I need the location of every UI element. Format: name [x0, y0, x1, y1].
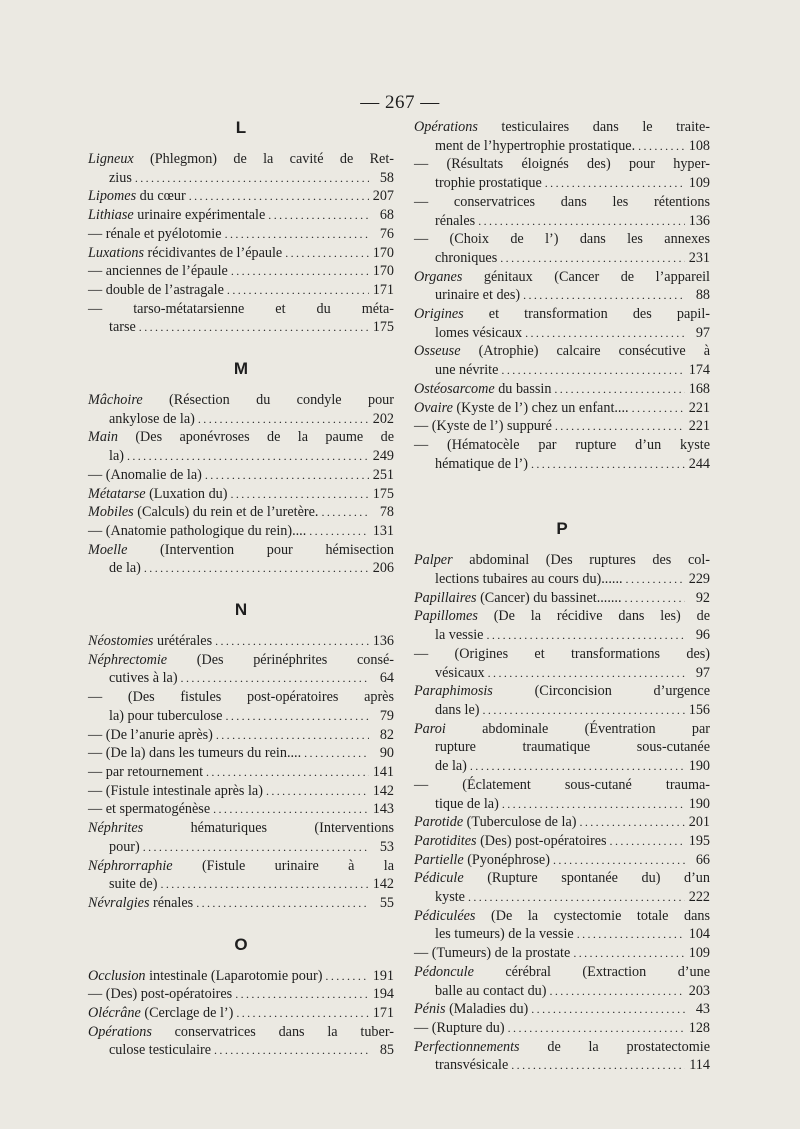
index-entry-line: rénales ..... 136 — [414, 212, 710, 231]
index-entry — [414, 832, 710, 851]
leader-dots — [625, 589, 685, 608]
index-entry — [414, 155, 710, 192]
index-entry-line: Opérations conservatrices dans la tuber- — [88, 1023, 394, 1040]
leader-dots — [215, 632, 369, 651]
index-entry — [414, 682, 710, 719]
page-ref: 222 — [688, 889, 710, 906]
index-entry-line: Papillaires (Cancer) du bassinet....... ..... 92 — [414, 589, 710, 608]
page-ref: 251 — [372, 466, 394, 483]
index-entry — [414, 944, 710, 963]
page-ref: 85 — [379, 1042, 394, 1059]
page-ref: 143 — [372, 801, 394, 818]
index-entry-line: transvésicale ..... 114 — [414, 1056, 710, 1075]
leader-dots — [304, 744, 369, 763]
leader-dots — [555, 417, 685, 436]
index-entry-line: — double de l’astragale ..... 171 — [88, 281, 394, 300]
index-entry-line: — (Hématocèle par rupture d’un kyste — [414, 436, 710, 453]
index-entry-line: Pénis (Maladies du) ..... 43 — [414, 1000, 710, 1019]
leader-dots — [225, 225, 369, 244]
index-entry-line: balle au contact du) ..... 203 — [414, 982, 710, 1001]
page-ref: 88 — [695, 287, 710, 304]
index-entry-line: — (Tumeurs) de la prostate ..... 109 — [414, 944, 710, 963]
index-entry — [88, 744, 394, 763]
page-ref: 78 — [379, 504, 394, 521]
page-ref: 201 — [688, 814, 710, 831]
index-entry — [414, 230, 710, 267]
index-entry-line: la) ..... 249 — [88, 447, 394, 466]
index-section — [414, 519, 710, 1075]
index-entry-line: — (Choix de l’) dans les annexes — [414, 231, 710, 248]
index-entry — [414, 645, 710, 682]
index-entry-line: hématique de l’) ..... 244 — [414, 455, 710, 474]
leader-dots — [470, 757, 685, 776]
index-entry-line: Névralgies rénales ..... 55 — [88, 894, 394, 913]
index-entry-line: ment de l’hypertrophie prostatique. ..... 108 — [414, 137, 710, 156]
leader-dots — [632, 399, 685, 418]
page-ref: 190 — [688, 758, 710, 775]
index-entry-line: Mobiles (Calculs) du rein et de l’uretère. ..... 78 — [88, 503, 394, 522]
page-ref: 195 — [688, 832, 710, 849]
leader-dots — [501, 361, 685, 380]
index-entry-line: trophie prostatique ..... 109 — [414, 174, 710, 193]
index-entry-line: culose testiculaire ..... 85 — [88, 1041, 394, 1060]
index-entry — [414, 1038, 710, 1075]
index-entry — [88, 819, 394, 856]
leader-dots — [213, 800, 369, 819]
index-entry-line: — (De la) dans les tumeurs du rein.... ..... 90 — [88, 744, 394, 763]
index-section — [88, 935, 394, 1061]
index-entry-line: vésicaux ..... 97 — [414, 664, 710, 683]
index-entry — [88, 281, 394, 300]
page-ref: 108 — [688, 137, 710, 154]
index-entry — [414, 380, 710, 399]
leader-dots — [309, 522, 369, 541]
page-ref: 109 — [688, 175, 710, 192]
leader-dots — [160, 875, 369, 894]
leader-dots — [321, 503, 369, 522]
index-entry — [88, 150, 394, 187]
index-entry — [88, 522, 394, 541]
leader-dots — [531, 1000, 685, 1019]
leader-dots — [626, 570, 685, 589]
leader-dots — [545, 174, 685, 193]
index-section — [414, 118, 710, 473]
page-ref: 170 — [372, 244, 394, 261]
index-entry — [88, 206, 394, 225]
index-entry — [88, 466, 394, 485]
index-entry-line: — conservatrices dans les rétentions — [414, 193, 710, 210]
page-ref: 136 — [372, 633, 394, 650]
index-entry — [414, 551, 710, 588]
index-entry-line: Osseuse (Atrophie) calcaire consécutive à — [414, 343, 710, 360]
page-ref: 202 — [372, 410, 394, 427]
index-entry-line: tarse ..... 175 — [88, 318, 394, 337]
index-entry — [88, 485, 394, 504]
page-ref: 171 — [372, 281, 394, 298]
page-ref: 206 — [372, 560, 394, 577]
index-entry — [414, 963, 710, 1000]
leader-dots — [285, 244, 369, 263]
leader-dots — [181, 669, 369, 688]
index-entry-line: de la) ..... 190 — [414, 757, 710, 776]
index-entry-line: cutives à la) ..... 64 — [88, 669, 394, 688]
index-entry-line: suite de) ..... 142 — [88, 875, 394, 894]
index-entry-line: rupture traumatique sous-cutanée — [435, 739, 710, 756]
page-ref: 96 — [695, 627, 710, 644]
page-ref: 64 — [379, 670, 394, 687]
page-ref: 175 — [372, 485, 394, 502]
section-letter: O — [234, 934, 248, 954]
index-entry-line: Pédiculées (De la cystectomie totale dans — [414, 907, 710, 924]
page-ref: 131 — [372, 522, 394, 539]
index-entry — [414, 193, 710, 230]
index-entry-line: — (Des fistules post-opératoires après — [88, 689, 394, 706]
index-entry-line: — (Fistule intestinale après la) ..... 142 — [88, 782, 394, 801]
index-entry-line: ankylose de la) ..... 202 — [88, 410, 394, 429]
page-ref: 221 — [688, 418, 710, 435]
leader-dots — [508, 1019, 685, 1038]
index-entry-line: de la) ..... 206 — [88, 559, 394, 578]
index-entry-line: Ligneux (Phlegmon) de la cavité de Ret- — [88, 151, 394, 167]
index-entry — [88, 541, 394, 578]
index-entry — [414, 813, 710, 832]
leader-dots — [325, 967, 369, 986]
index-entry-line: — tarso-métatarsienne et du méta- — [88, 300, 394, 317]
index-entry-line: Partielle (Pyonéphrose) ..... 66 — [414, 851, 710, 870]
index-entry — [88, 651, 394, 688]
index-entry — [88, 726, 394, 745]
page-ref: 128 — [688, 1019, 710, 1036]
leader-dots — [143, 838, 369, 857]
leader-dots — [511, 1056, 685, 1075]
leader-dots — [523, 286, 685, 305]
index-entry — [88, 967, 394, 986]
page-ref: 53 — [379, 838, 394, 855]
index-entry — [88, 688, 394, 725]
index-entry-line: Opérations testiculaires dans le traite- — [414, 119, 710, 135]
page-ref: 203 — [688, 982, 710, 999]
index-entry-line: Parotidites (Des) post-opératoires ..... 195 — [414, 832, 710, 851]
section-letter: P — [556, 519, 568, 539]
index-entry-line: une névrite ..... 174 — [414, 361, 710, 380]
index-entry — [414, 1019, 710, 1038]
leader-dots — [144, 559, 369, 578]
index-entry-line: Pédoncule cérébral (Extraction d’une — [414, 963, 710, 980]
page-ref: 58 — [379, 169, 394, 186]
page-ref: 43 — [695, 1001, 710, 1018]
index-entry — [88, 1004, 394, 1023]
page-ref: 114 — [689, 1057, 710, 1074]
index-entry-line: — (Rupture du) ..... 128 — [414, 1019, 710, 1038]
index-entry — [88, 262, 394, 281]
index-entry-line: — (Kyste de l’) suppuré ..... 221 — [414, 417, 710, 436]
index-section — [88, 600, 394, 913]
leader-dots — [189, 187, 369, 206]
leader-dots — [206, 763, 369, 782]
leader-dots — [205, 466, 369, 485]
index-entry — [414, 589, 710, 608]
index-entry-line: — par retournement ..... 141 — [88, 763, 394, 782]
index-entry-line: Néphrorraphie (Fistule urinaire à la — [88, 857, 394, 874]
leader-dots — [268, 206, 369, 225]
index-entry-line: Parotide (Tuberculose de la) ..... 201 — [414, 813, 710, 832]
leader-dots — [610, 832, 685, 851]
index-entry-line: — (De l’anurie après) ..... 82 — [88, 726, 394, 745]
leader-dots — [214, 1041, 369, 1060]
leader-dots — [525, 324, 685, 343]
page-ref: 171 — [372, 1005, 394, 1022]
index-entry — [88, 391, 394, 428]
index-entry — [414, 720, 710, 776]
index-entry-line: — (Anatomie pathologique du rein).... ..... 131 — [88, 522, 394, 541]
index-entry-line: zius ..... 58 — [88, 169, 394, 188]
index-entry — [414, 436, 710, 473]
index-entry-line: les tumeurs) de la vessie ..... 104 — [414, 925, 710, 944]
index-entry-line: la) pour tuberculose ..... 79 — [88, 707, 394, 726]
index-entry — [88, 244, 394, 263]
page-ref: 68 — [379, 207, 394, 224]
index-entry — [88, 800, 394, 819]
index-entry — [88, 187, 394, 206]
index-entry — [88, 894, 394, 913]
page-ref: 168 — [688, 380, 710, 397]
index-section — [88, 118, 394, 337]
leader-dots — [266, 782, 369, 801]
index-entry — [88, 857, 394, 894]
page-ref: 82 — [379, 726, 394, 743]
page-ref: 156 — [688, 701, 710, 718]
index-entry-line: la vessie ..... 96 — [414, 626, 710, 645]
page-ref: 55 — [379, 894, 394, 911]
page-ref: 136 — [688, 212, 710, 229]
index-entry-line: Néphrites hématuriques (Interventions — [88, 820, 394, 837]
page-ref: 92 — [695, 589, 710, 606]
index-entry — [414, 268, 710, 305]
index-entry — [88, 763, 394, 782]
page-ref: 79 — [379, 707, 394, 724]
index-entry-line: — (Éclatement sous-cutané trauma- — [414, 776, 710, 793]
leader-dots — [135, 169, 369, 188]
page-ref: 244 — [688, 455, 710, 472]
page-ref: 170 — [372, 263, 394, 280]
page-ref: 97 — [695, 324, 710, 341]
index-entry-line: Luxations récidivantes de l’épaule ..... 170 — [88, 244, 394, 263]
index-entry — [88, 428, 394, 465]
index-entry-line: Ovaire (Kyste de l’) chez un enfant.... ..... 221 — [414, 399, 710, 418]
page-ref: 104 — [688, 926, 710, 943]
index-column-left — [88, 118, 394, 1060]
index-entry — [414, 869, 710, 906]
leader-dots — [531, 455, 685, 474]
index-entry-line: Néphrectomie (Des périnéphrites consé- — [88, 651, 394, 668]
index-entry-line: tique de la) ..... 190 — [414, 795, 710, 814]
index-entry-line: Main (Des aponévroses de la paume de — [88, 429, 394, 446]
page-ref: 194 — [372, 986, 394, 1003]
leader-dots — [216, 726, 369, 745]
index-entry-line: Paroi abdominale (Éventration par — [414, 720, 710, 737]
index-entry-line: — anciennes de l’épaule ..... 170 — [88, 262, 394, 281]
index-entry-line: Métatarse (Luxation du) ..... 175 — [88, 485, 394, 504]
leader-dots — [577, 925, 685, 944]
page-ref: 175 — [372, 319, 394, 336]
leader-dots — [139, 318, 369, 337]
leader-dots — [127, 447, 369, 466]
section-letter: L — [235, 118, 247, 137]
index-entry — [88, 985, 394, 1004]
leader-dots — [468, 888, 685, 907]
page-ref: 141 — [372, 763, 394, 780]
index-entry — [414, 118, 710, 155]
index-entry-line: pour) ..... 53 — [88, 838, 394, 857]
index-entry — [88, 503, 394, 522]
index-entry-line: Origines et transformation des papil- — [414, 306, 710, 323]
leader-dots — [198, 410, 369, 429]
page-ref: 191 — [372, 967, 394, 984]
index-entry-line: lections tubaires au cours du)...... ..... 229 — [414, 570, 710, 589]
index-entry-line: — (Origines et transformations des) — [414, 645, 710, 662]
index-entry — [414, 399, 710, 418]
leader-dots — [235, 985, 369, 1004]
page-ref: 249 — [372, 448, 394, 465]
page-ref: 174 — [688, 362, 710, 379]
leader-dots — [196, 894, 369, 913]
index-entry-line: Lipomes du cœur ..... 207 — [88, 187, 394, 206]
leader-dots — [486, 626, 685, 645]
index-entry-line: Paraphimosis (Circoncision d’urgence — [414, 683, 710, 700]
index-entry-line: Ostéosarcome du bassin ..... 168 — [414, 380, 710, 399]
index-entry — [414, 851, 710, 870]
index-entry — [88, 300, 394, 337]
page-ref: 221 — [688, 399, 710, 416]
index-entry-line: — rénale et pyélotomie ..... 76 — [88, 225, 394, 244]
index-entry — [414, 607, 710, 644]
index-entry — [88, 225, 394, 244]
index-entry-line: — et spermatogénèse ..... 143 — [88, 800, 394, 819]
index-column-right — [414, 118, 710, 1075]
index-entry — [414, 305, 710, 342]
leader-dots — [579, 813, 685, 832]
index-entry — [414, 417, 710, 436]
page-ref: 207 — [372, 188, 394, 205]
index-entry-line: Pédicule (Rupture spontanée du) d’un — [414, 870, 710, 887]
page-ref: 90 — [379, 745, 394, 762]
leader-dots — [236, 1004, 369, 1023]
leader-dots — [483, 701, 685, 720]
index-entry — [88, 632, 394, 651]
index-entry-line: Mâchoire (Résection du condyle pour — [88, 392, 394, 409]
index-section — [88, 359, 394, 578]
page-ref: 229 — [688, 571, 710, 588]
page-ref: 231 — [688, 249, 710, 266]
index-entry-line: Occlusion intestinale (Laparotomie pour) ..... 191 — [88, 967, 394, 986]
index-entry-line: — (Des) post-opératoires ..... 194 — [88, 985, 394, 1004]
page-ref: 66 — [695, 851, 710, 868]
page-ref: 76 — [379, 225, 394, 242]
leader-dots — [230, 485, 369, 504]
index-entry-line: urinaire et des) ..... 88 — [414, 286, 710, 305]
index-entry-line: — (Anomalie de la) ..... 251 — [88, 466, 394, 485]
index-entry — [414, 907, 710, 944]
page-ref: 97 — [695, 664, 710, 681]
leader-dots — [573, 944, 685, 963]
index-entry-line: Perfectionnements de la prostatectomie — [414, 1038, 710, 1055]
leader-dots — [488, 664, 685, 683]
index-entry-line: kyste ..... 222 — [414, 888, 710, 907]
leader-dots — [227, 281, 369, 300]
leader-dots — [554, 380, 685, 399]
index-entry-line: Lithiase urinaire expérimentale ..... 68 — [88, 206, 394, 225]
index-entry — [414, 1000, 710, 1019]
index-entry-line: Organes génitaux (Cancer de l’appareil — [414, 268, 710, 285]
leader-dots — [549, 982, 685, 1001]
index-entry-line: — (Résultats éloignés des) pour hyper- — [414, 156, 710, 173]
leader-dots — [225, 707, 369, 726]
index-entry-line: Palper abdominal (Des ruptures des col- — [414, 552, 710, 569]
page-ref: 142 — [372, 876, 394, 893]
leader-dots — [638, 137, 685, 156]
leader-dots — [231, 262, 369, 281]
index-entry-line: Moelle (Intervention pour hémisection — [88, 541, 394, 558]
index-entry-line: Papillomes (De la récidive dans les) de — [414, 608, 710, 625]
leader-dots — [502, 795, 685, 814]
page-number: — 267 — — [360, 92, 440, 113]
leader-dots — [500, 249, 685, 268]
index-entry — [88, 1023, 394, 1060]
section-letter: M — [233, 359, 249, 379]
index-entry — [88, 782, 394, 801]
leader-dots — [553, 851, 685, 870]
index-entry — [414, 342, 710, 379]
section-letter: N — [234, 600, 248, 620]
index-entry-line: lomes vésicaux ..... 97 — [414, 324, 710, 343]
page-ref: 109 — [688, 945, 710, 962]
page-ref: 190 — [688, 795, 710, 812]
page-ref: 142 — [372, 782, 394, 799]
index-entry-line: chroniques ..... 231 — [414, 249, 710, 268]
index-entry-line: Olécrâne (Cerclage de l’) ..... 171 — [88, 1004, 394, 1023]
index-entry — [414, 776, 710, 813]
index-entry-line: dans le) ..... 156 — [414, 701, 710, 720]
leader-dots — [478, 212, 685, 231]
index-entry-line: Néostomies urétérales ..... 136 — [88, 632, 394, 651]
